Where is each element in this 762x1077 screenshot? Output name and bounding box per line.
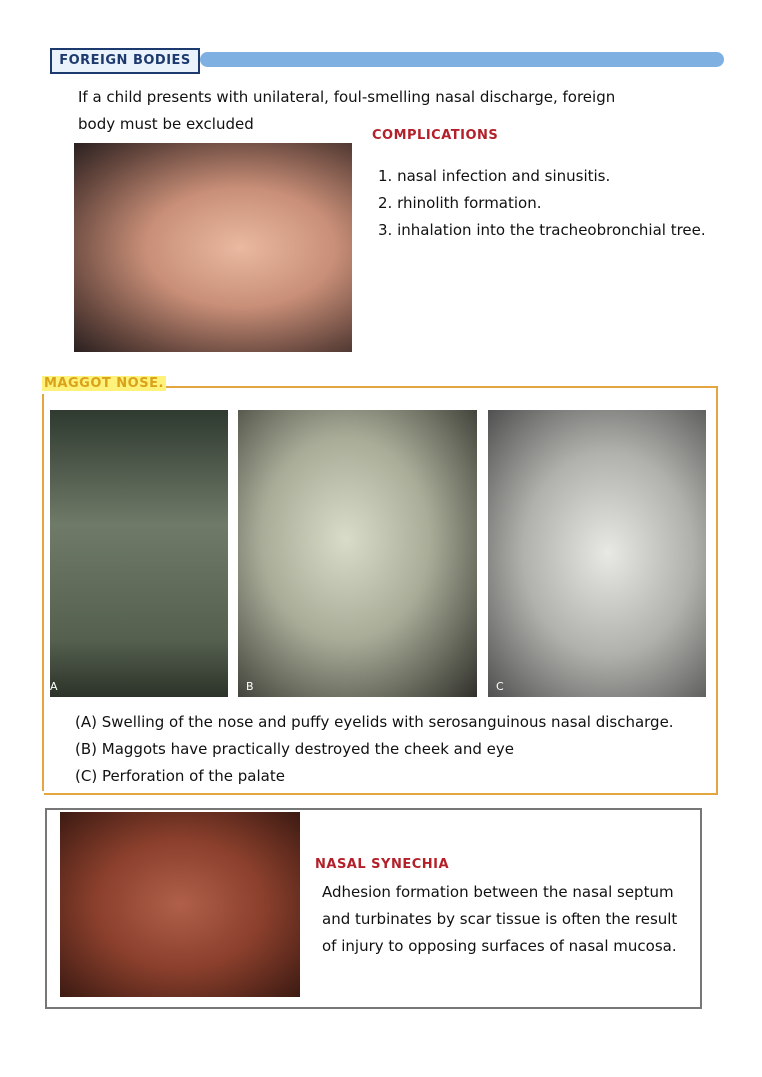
complications-list: [378, 163, 706, 244]
caption-b: (B) Maggots have practically destroyed the cheek and eye: [75, 740, 514, 758]
list-item: 3. inhalation into the tracheobronchial tree.: [378, 221, 706, 239]
list-item: 2. rhinolith formation.: [378, 194, 542, 212]
photo-label: B: [246, 680, 254, 693]
nasal-synechia-heading: NASAL SYNECHIA: [315, 857, 450, 872]
nasal-synechia-text: Adhesion formation between the nasal septum and turbinates by scar tissue is often the result of injury to opposing surfaces of nasal mucosa.: [322, 883, 678, 955]
photo-a: [50, 410, 228, 697]
section-title-foreign-bodies: FOREIGN BODIES: [50, 48, 200, 74]
caption-c: (C) Perforation of the palate: [75, 767, 285, 785]
photo-label: A: [50, 680, 58, 693]
photo-c: [488, 410, 706, 697]
intro-text: If a child presents with unilateral, foul-smelling nasal discharge, foreign body must be excluded: [78, 88, 616, 133]
complications-heading: COMPLICATIONS: [372, 128, 499, 143]
list-item: 1. nasal infection and sinusitis.: [378, 167, 611, 185]
box-left-border: [42, 394, 44, 791]
maggot-captions: [75, 709, 674, 790]
section-title-maggot-nose: MAGGOT NOSE.: [44, 376, 164, 391]
photo-foreign-body-removal: [74, 143, 352, 352]
photo-b: [238, 410, 477, 697]
photo-nasal-synechia: [60, 812, 300, 997]
header-bar: [200, 52, 724, 67]
photo-label: C: [496, 680, 504, 693]
caption-a: (A) Swelling of the nose and puffy eyelids with serosanguinous nasal discharge.: [75, 713, 674, 731]
